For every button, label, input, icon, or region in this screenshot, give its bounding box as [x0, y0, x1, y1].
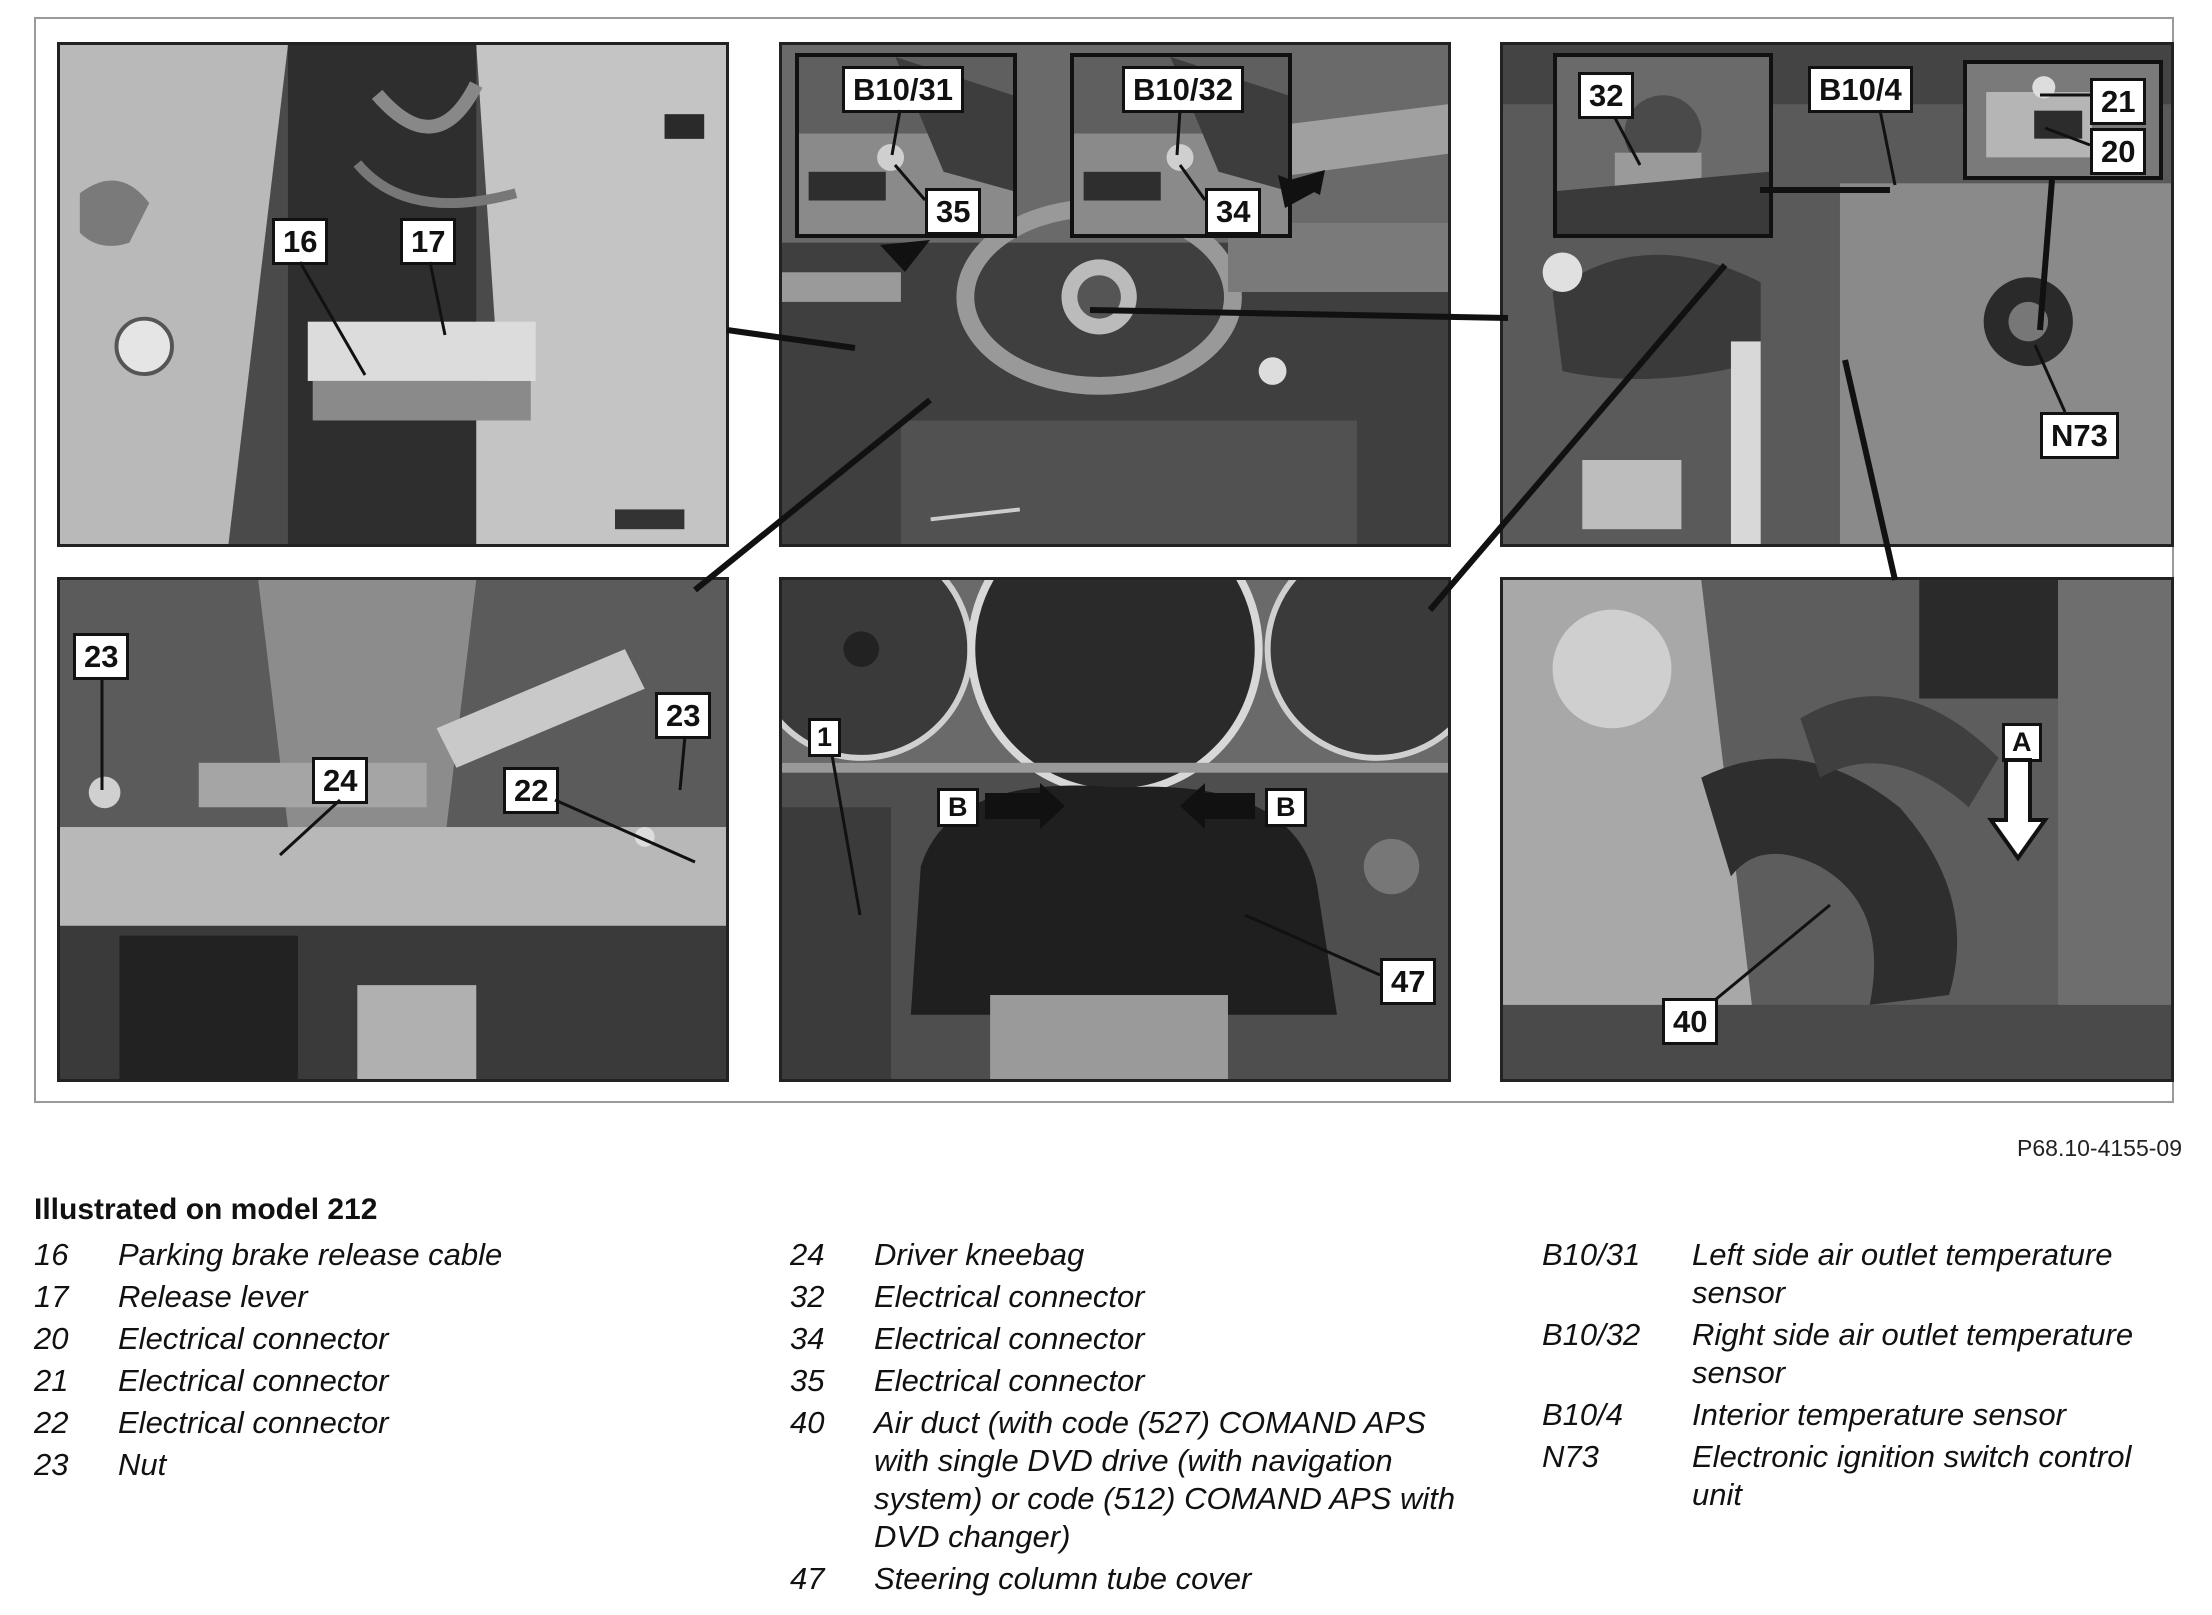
photo-steering-column-drawing	[782, 580, 1448, 1079]
callout-b10-32: B10/32	[1122, 66, 1244, 113]
legend-item-number: 47	[790, 1561, 825, 1596]
callout-32: 32	[1578, 72, 1634, 119]
legend-item-number: B10/32	[1542, 1317, 1641, 1352]
legend-item-number: B10/31	[1542, 1237, 1641, 1272]
callout-17: 17	[400, 218, 456, 265]
legend-item-description: Steering column tube cover	[874, 1561, 1252, 1596]
callout-23-right: 23	[655, 692, 711, 739]
legend-item-number: 24	[790, 1237, 825, 1272]
legend-item-number: N73	[1542, 1439, 1599, 1474]
legend-item-number: 17	[34, 1279, 69, 1314]
callout-b10-31: B10/31	[842, 66, 964, 113]
legend-item-number: 40	[790, 1405, 825, 1440]
legend-item-number: 32	[790, 1279, 825, 1314]
legend-item	[1542, 1316, 2182, 1392]
legend-item	[34, 1362, 734, 1400]
photo-panel-air-duct	[1500, 577, 2174, 1082]
legend-item	[1542, 1438, 2182, 1514]
callout-1: 1	[808, 718, 841, 757]
callout-47: 47	[1380, 958, 1436, 1005]
legend-column-3	[1542, 1236, 2182, 1518]
legend-item-description: Electrical connector	[874, 1321, 1145, 1356]
figure-reference-code: P68.10-4155-09	[2017, 1135, 2182, 1161]
legend-item	[790, 1236, 1470, 1274]
legend-item	[790, 1320, 1470, 1358]
callout-b10-4: B10/4	[1808, 66, 1913, 113]
legend-item-description: Electronic ignition switch control unit	[1692, 1439, 2132, 1512]
legend-item-number: B10/4	[1542, 1397, 1624, 1432]
legend-item-number: 20	[34, 1321, 69, 1356]
legend-item-number: 23	[34, 1447, 69, 1482]
legend-item-description: Left side air outlet temperature sensor	[1692, 1237, 2113, 1310]
legend-item-description: Electrical connector	[118, 1405, 389, 1440]
photo-kneebag-drawing	[60, 580, 726, 1079]
photo-panel-parking-brake	[57, 42, 729, 547]
legend-item-description: Driver kneebag	[874, 1237, 1085, 1272]
legend-item-number: 22	[34, 1405, 69, 1440]
legend-item	[1542, 1236, 2182, 1312]
legend-item	[790, 1404, 1470, 1556]
legend-item-description: Electrical connector	[118, 1321, 389, 1356]
legend-item	[790, 1278, 1470, 1316]
legend-item	[790, 1362, 1470, 1400]
legend-column-2	[790, 1236, 1470, 1602]
callout-a: A	[2002, 723, 2042, 762]
legend-item-description: Air duct (with code (527) COMAND APS with single DVD drive (with navigation system) or code (512) COMAND APS with DVD changer)	[874, 1405, 1456, 1554]
legend-item	[1542, 1396, 2182, 1434]
callout-20: 20	[2090, 128, 2146, 175]
legend-item-description: Electrical connector	[874, 1279, 1145, 1314]
callout-b-right: B	[1265, 788, 1307, 827]
callout-16: 16	[272, 218, 328, 265]
legend-item	[34, 1404, 734, 1442]
legend-item-description: Interior temperature sensor	[1692, 1397, 2066, 1432]
legend-item	[34, 1446, 734, 1484]
legend-item	[790, 1560, 1470, 1598]
legend-column-1	[34, 1236, 734, 1488]
legend-item-description: Parking brake release cable	[118, 1237, 503, 1272]
legend-item-description: Electrical connector	[874, 1363, 1145, 1398]
callout-35: 35	[925, 188, 981, 235]
legend-title: Illustrated on model 212	[34, 1193, 378, 1226]
legend-item	[34, 1320, 734, 1358]
legend-item-number: 34	[790, 1321, 825, 1356]
callout-23-left: 23	[73, 633, 129, 680]
callout-24: 24	[312, 757, 368, 804]
callout-34: 34	[1205, 188, 1261, 235]
callout-40: 40	[1662, 998, 1718, 1045]
legend-item-number: 21	[34, 1363, 69, 1398]
photo-panel-steering-column	[779, 577, 1451, 1082]
callout-b-left: B	[937, 788, 979, 827]
legend-item	[34, 1278, 734, 1316]
legend-item-number: 35	[790, 1363, 825, 1398]
legend-item-description: Release lever	[118, 1279, 308, 1314]
legend-item-number: 16	[34, 1237, 69, 1272]
legend-item-description: Nut	[118, 1447, 167, 1482]
photo-parking-brake-drawing	[60, 45, 726, 544]
callout-21: 21	[2090, 78, 2146, 125]
legend-item-description: Right side air outlet temperature sensor	[1692, 1317, 2134, 1390]
photo-air-duct-drawing	[1503, 580, 2171, 1079]
photo-panel-kneebag	[57, 577, 729, 1082]
legend-item	[34, 1236, 734, 1274]
legend-item-description: Electrical connector	[118, 1363, 389, 1398]
callout-22: 22	[503, 767, 559, 814]
callout-n73: N73	[2040, 412, 2119, 459]
